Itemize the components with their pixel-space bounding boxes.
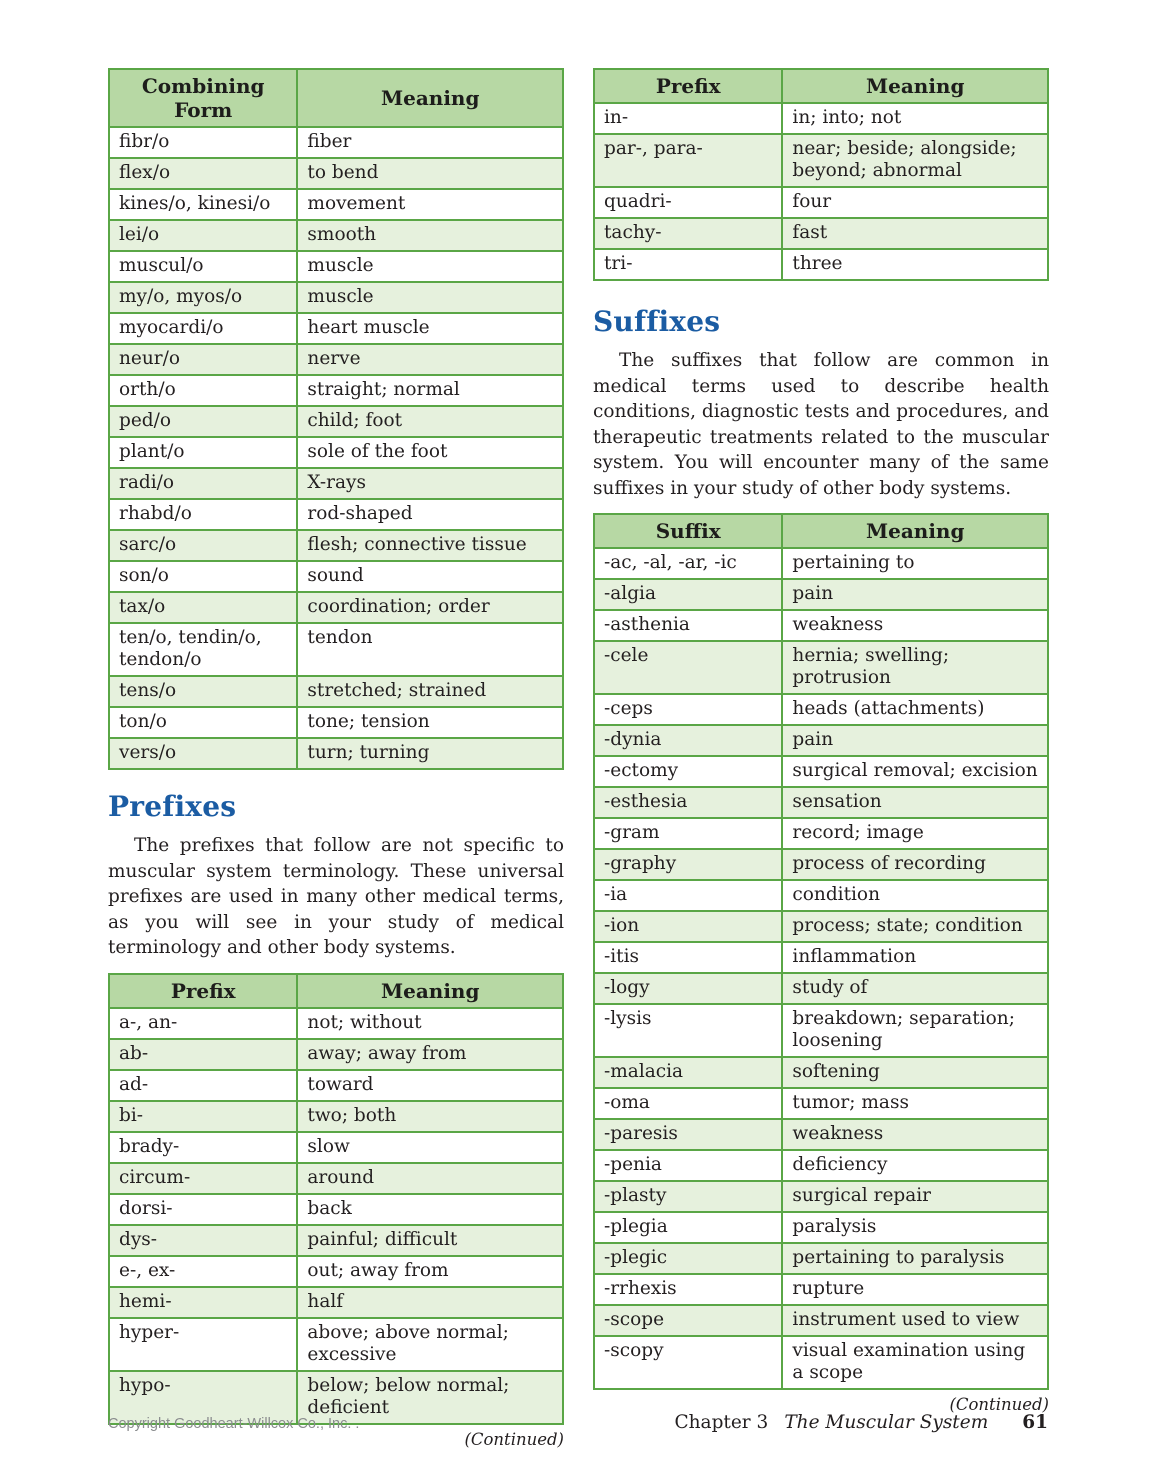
table-row	[109, 1225, 563, 1256]
meaning-cell: pertaining to paralysis	[782, 1243, 1048, 1274]
meaning-cell: above; above normal; excessive	[297, 1318, 563, 1371]
term-cell: my/o, myos/o	[109, 282, 297, 313]
prefixes-paragraph: The prefixes that follow are not specific to muscular system terminology. These universal prefixes are used in many other medical terms, as you will see in your study of medical terminology and other body systems.	[108, 835, 564, 958]
meaning-cell: slow	[297, 1132, 563, 1163]
term-cell: rhabd/o	[109, 499, 297, 530]
term-cell: par-, para-	[594, 134, 782, 187]
term-cell: -malacia	[594, 1057, 782, 1088]
meaning-cell: flesh; connective tissue	[297, 530, 563, 561]
term-cell: myocardi/o	[109, 313, 297, 344]
term-cell: -plasty	[594, 1181, 782, 1212]
suffixes-heading: Suffixes	[593, 305, 721, 338]
term-cell: ped/o	[109, 406, 297, 437]
meaning-cell: two; both	[297, 1101, 563, 1132]
term-cell: quadri-	[594, 187, 782, 218]
meaning-cell: painful; difficult	[297, 1225, 563, 1256]
term-cell: orth/o	[109, 375, 297, 406]
meaning-cell: near; beside; alongside; beyond; abnormal	[782, 134, 1048, 187]
term-cell: kines/o, kinesi/o	[109, 189, 297, 220]
term-cell: -scope	[594, 1305, 782, 1336]
term-cell: fibr/o	[109, 127, 297, 158]
column-header: Prefix	[109, 974, 297, 1008]
column-header: Meaning	[297, 69, 563, 127]
table-row	[594, 756, 1048, 787]
table-row	[594, 218, 1048, 249]
meaning-cell: to bend	[297, 158, 563, 189]
table-row	[109, 375, 563, 406]
meaning-cell: turn; turning	[297, 738, 563, 769]
meaning-cell: pain	[782, 725, 1048, 756]
term-cell: -scopy	[594, 1336, 782, 1389]
suffix-table-wrap	[593, 513, 1049, 1390]
meaning-cell: heart muscle	[297, 313, 563, 344]
term-cell: -oma	[594, 1088, 782, 1119]
meaning-cell: half	[297, 1287, 563, 1318]
meaning-cell: straight; normal	[297, 375, 563, 406]
meaning-cell: movement	[297, 189, 563, 220]
term-cell: tax/o	[109, 592, 297, 623]
term-cell: plant/o	[109, 437, 297, 468]
term-cell: -dynia	[594, 725, 782, 756]
footer-copyright: Copyright Goodheart-Willcox Co., Inc. .	[108, 1416, 360, 1432]
meaning-cell: weakness	[782, 1119, 1048, 1150]
table-row	[594, 1057, 1048, 1088]
table-row	[109, 499, 563, 530]
table-row	[594, 187, 1048, 218]
meaning-cell: rupture	[782, 1274, 1048, 1305]
table-row	[109, 220, 563, 251]
prefix-table-right-wrap	[593, 68, 1049, 281]
column-header: Suffix	[594, 514, 782, 548]
term-cell: hypo-	[109, 1371, 297, 1424]
table-row	[594, 641, 1048, 694]
term-cell: -gram	[594, 818, 782, 849]
term-cell: -lysis	[594, 1004, 782, 1057]
table-row	[109, 344, 563, 375]
table-row	[109, 437, 563, 468]
term-cell: tens/o	[109, 676, 297, 707]
meaning-cell: pain	[782, 579, 1048, 610]
term-cell: in-	[594, 103, 782, 134]
suffixes-paragraph: The suffixes that follow are common in medical terms used to describe health conditions, diagnostic tests and procedures, and therapeutic treatments related to the muscular system. You will encounter many of the same suffixes in your study of other body systems.	[593, 350, 1049, 499]
table-row	[594, 694, 1048, 725]
meaning-cell: out; away from	[297, 1256, 563, 1287]
meaning-cell: tumor; mass	[782, 1088, 1048, 1119]
term-cell: flex/o	[109, 158, 297, 189]
meaning-cell: visual examination using a scope	[782, 1336, 1048, 1389]
table-row	[594, 1274, 1048, 1305]
table-row	[109, 127, 563, 158]
table-row	[594, 1181, 1048, 1212]
meaning-cell: tone; tension	[297, 707, 563, 738]
term-cell: -graphy	[594, 849, 782, 880]
meaning-cell: child; foot	[297, 406, 563, 437]
table-row	[594, 911, 1048, 942]
term-cell: e-, ex-	[109, 1256, 297, 1287]
prefix-table-left	[108, 973, 564, 1425]
header-row	[109, 69, 563, 127]
table-row	[109, 282, 563, 313]
meaning-cell: record; image	[782, 818, 1048, 849]
column-header: Prefix	[594, 69, 782, 103]
meaning-cell: condition	[782, 880, 1048, 911]
term-cell: dys-	[109, 1225, 297, 1256]
term-cell: -rrhexis	[594, 1274, 782, 1305]
term-cell: -plegia	[594, 1212, 782, 1243]
term-cell: hemi-	[109, 1287, 297, 1318]
term-cell: -cele	[594, 641, 782, 694]
meaning-cell: not; without	[297, 1008, 563, 1039]
meaning-cell: instrument used to view	[782, 1305, 1048, 1336]
table-row	[594, 249, 1048, 280]
term-cell: ten/o, tendin/o, tendon/o	[109, 623, 297, 676]
table-row	[109, 623, 563, 676]
term-cell: -ectomy	[594, 756, 782, 787]
header-row	[109, 974, 563, 1008]
column-header: Meaning	[297, 974, 563, 1008]
term-cell: ton/o	[109, 707, 297, 738]
footer-chapter-info	[674, 1412, 1048, 1433]
meaning-cell: sensation	[782, 787, 1048, 818]
table-row	[594, 1150, 1048, 1181]
left-column	[108, 66, 564, 1449]
meaning-cell: sound	[297, 561, 563, 592]
meaning-cell: muscle	[297, 282, 563, 313]
table-row	[109, 676, 563, 707]
meaning-cell: process of recording	[782, 849, 1048, 880]
table-row	[594, 818, 1048, 849]
table-row	[594, 973, 1048, 1004]
meaning-cell: in; into; not	[782, 103, 1048, 134]
page-footer	[108, 1412, 1048, 1433]
meaning-cell: tendon	[297, 623, 563, 676]
table-row	[594, 103, 1048, 134]
term-cell: hyper-	[109, 1318, 297, 1371]
table-row	[594, 1004, 1048, 1057]
term-cell: lei/o	[109, 220, 297, 251]
right-column	[593, 66, 1049, 1414]
header-row	[594, 69, 1048, 103]
table-row	[594, 1088, 1048, 1119]
table-row	[109, 1163, 563, 1194]
table-row	[109, 1256, 563, 1287]
table-row	[109, 1101, 563, 1132]
table-row	[109, 406, 563, 437]
continued-note-left: (Continued)	[464, 1429, 564, 1449]
term-cell: circum-	[109, 1163, 297, 1194]
meaning-cell: stretched; strained	[297, 676, 563, 707]
table-row	[109, 158, 563, 189]
meaning-cell: inflammation	[782, 942, 1048, 973]
term-cell: a-, an-	[109, 1008, 297, 1039]
meaning-cell: pertaining to	[782, 548, 1048, 579]
table-row	[109, 1318, 563, 1371]
term-cell: muscul/o	[109, 251, 297, 282]
meaning-cell: three	[782, 249, 1048, 280]
column-header: Combining Form	[109, 69, 297, 127]
continued-note-right: (Continued)	[949, 1395, 1049, 1414]
table-row	[109, 251, 563, 282]
meaning-cell: rod-shaped	[297, 499, 563, 530]
term-cell: brady-	[109, 1132, 297, 1163]
term-cell: ad-	[109, 1070, 297, 1101]
meaning-cell: study of	[782, 973, 1048, 1004]
meaning-cell: surgical repair	[782, 1181, 1048, 1212]
meaning-cell: smooth	[297, 220, 563, 251]
meaning-cell: fiber	[297, 127, 563, 158]
footer-chapter-label: Chapter 3	[674, 1412, 769, 1433]
meaning-cell: X-rays	[297, 468, 563, 499]
table-row	[109, 561, 563, 592]
footer-page-number: 61	[1022, 1412, 1048, 1433]
meaning-cell: paralysis	[782, 1212, 1048, 1243]
table-row	[594, 1212, 1048, 1243]
meaning-cell: muscle	[297, 251, 563, 282]
table-row	[109, 1132, 563, 1163]
table-row	[594, 880, 1048, 911]
table-row	[109, 468, 563, 499]
column-header: Meaning	[782, 514, 1048, 548]
term-cell: -ceps	[594, 694, 782, 725]
table-row	[109, 313, 563, 344]
combining-form-table-wrap	[108, 68, 564, 770]
table-row	[109, 707, 563, 738]
table-row	[109, 1194, 563, 1225]
table-row	[594, 1243, 1048, 1274]
table-row	[594, 579, 1048, 610]
term-cell: tachy-	[594, 218, 782, 249]
table-row	[594, 849, 1048, 880]
meaning-cell: deficiency	[782, 1150, 1048, 1181]
term-cell: tri-	[594, 249, 782, 280]
column-header: Meaning	[782, 69, 1048, 103]
table-row	[594, 1119, 1048, 1150]
table-row	[109, 592, 563, 623]
meaning-cell: fast	[782, 218, 1048, 249]
term-cell: -penia	[594, 1150, 782, 1181]
term-cell: sarc/o	[109, 530, 297, 561]
meaning-cell: four	[782, 187, 1048, 218]
term-cell: -ia	[594, 880, 782, 911]
term-cell: radi/o	[109, 468, 297, 499]
meaning-cell: toward	[297, 1070, 563, 1101]
prefix-table-right	[593, 68, 1049, 281]
table-row	[109, 1039, 563, 1070]
term-cell: -logy	[594, 973, 782, 1004]
table-row	[109, 1070, 563, 1101]
term-cell: neur/o	[109, 344, 297, 375]
term-cell: -plegic	[594, 1243, 782, 1274]
table-row	[594, 942, 1048, 973]
prefix-table-left-wrap	[108, 973, 564, 1425]
table-row	[594, 787, 1048, 818]
table-row	[594, 548, 1048, 579]
suffix-table	[593, 513, 1049, 1390]
meaning-cell: surgical removal; excision	[782, 756, 1048, 787]
table-row	[594, 610, 1048, 641]
term-cell: dorsi-	[109, 1194, 297, 1225]
term-cell: -ion	[594, 911, 782, 942]
term-cell: -asthenia	[594, 610, 782, 641]
meaning-cell: process; state; condition	[782, 911, 1048, 942]
meaning-cell: below; below normal; deficient	[297, 1371, 563, 1424]
meaning-cell: breakdown; separation; loosening	[782, 1004, 1048, 1057]
meaning-cell: away; away from	[297, 1039, 563, 1070]
table-row	[109, 738, 563, 769]
term-cell: -esthesia	[594, 787, 782, 818]
table-row	[109, 530, 563, 561]
prefixes-heading: Prefixes	[108, 790, 237, 823]
combining-form-table	[108, 68, 564, 770]
term-cell: -ac, -al, -ar, -ic	[594, 548, 782, 579]
table-row	[594, 134, 1048, 187]
meaning-cell: coordination; order	[297, 592, 563, 623]
table-row	[594, 1305, 1048, 1336]
term-cell: son/o	[109, 561, 297, 592]
meaning-cell: hernia; swelling; protrusion	[782, 641, 1048, 694]
term-cell: -algia	[594, 579, 782, 610]
term-cell: vers/o	[109, 738, 297, 769]
term-cell: -paresis	[594, 1119, 782, 1150]
term-cell: ab-	[109, 1039, 297, 1070]
table-row	[109, 189, 563, 220]
meaning-cell: weakness	[782, 610, 1048, 641]
meaning-cell: sole of the foot	[297, 437, 563, 468]
meaning-cell: nerve	[297, 344, 563, 375]
term-cell: -itis	[594, 942, 782, 973]
term-cell: bi-	[109, 1101, 297, 1132]
table-row	[109, 1287, 563, 1318]
meaning-cell: heads (attachments)	[782, 694, 1048, 725]
meaning-cell: softening	[782, 1057, 1048, 1088]
meaning-cell: back	[297, 1194, 563, 1225]
table-row	[594, 1336, 1048, 1389]
footer-book-title: The Muscular System	[784, 1412, 989, 1433]
table-row	[594, 725, 1048, 756]
table-row	[109, 1008, 563, 1039]
header-row	[594, 514, 1048, 548]
meaning-cell: around	[297, 1163, 563, 1194]
